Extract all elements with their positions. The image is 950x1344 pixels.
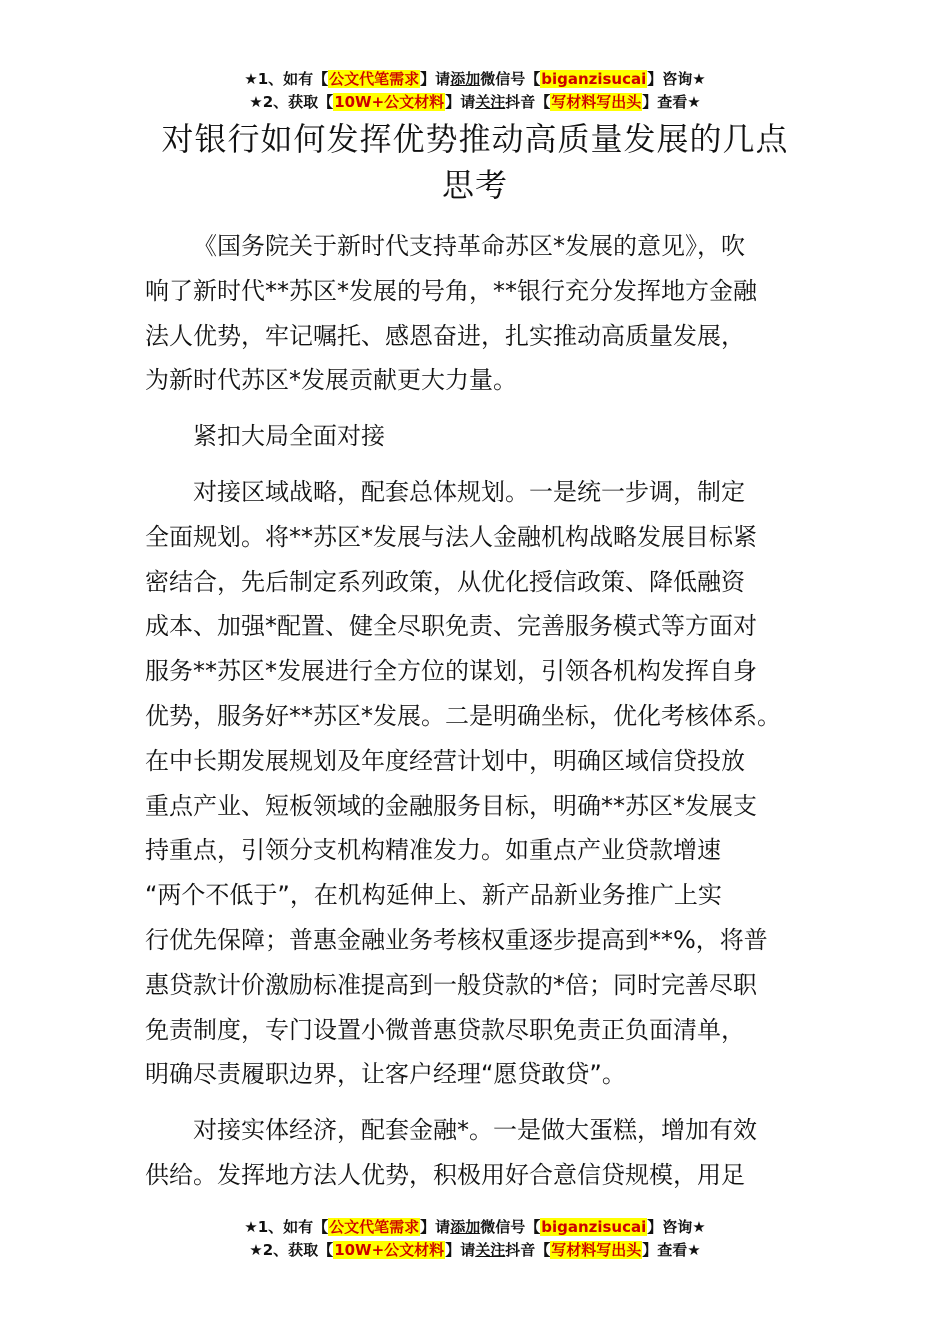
promo-highlight: 公文代笔需求 [329,70,420,88]
promo-text: ★2、获取【 [249,93,334,111]
text-line: 惠贷款计价激励标准提高到一般贷款的*倍；同时完善尽职 [145,970,757,999]
text-line: 响了新时代**苏区*发展的号角，**银行充分发挥地方金融 [145,276,757,305]
document-title [0,116,950,208]
text-line: 对接区域战略，配套总体规划。一是统一步调，制定 [193,477,745,506]
document-body [145,224,825,1198]
promo-line-2 [0,91,950,114]
promo-underlined: 添加 [450,70,481,88]
text-line: 在中长期发展规划及年度经营计划中，明确区域信贷投放 [145,746,745,775]
text-line: 为新时代苏区*发展贡献更大力量。 [145,366,517,395]
promo-text: 】请 [445,93,476,111]
promo-text: 】咨询★ [647,1218,706,1236]
text-line: 法人优势，牢记嘱托、感恩奋进，扎实推动高质量发展， [145,321,745,350]
section-heading: 紧扣大局全面对接 [193,422,385,451]
promo-highlight: 写材料写出头 [551,1241,642,1259]
text-line: 重点产业、短板领域的金融服务目标，明确**苏区*发展支 [145,791,757,820]
promo-text: 微信号【 [480,70,541,88]
promo-text: 抖音【 [505,93,551,111]
promo-text: 】请 [420,1218,451,1236]
promo-text: 】请 [445,1241,476,1259]
text-line: 优势，服务好**苏区*发展。二是明确坐标，优化考核体系。 [145,701,781,730]
promo-highlight: 写材料写出头 [551,93,642,111]
promo-text: 】请 [420,70,451,88]
text-line: 服务**苏区*发展进行全方位的谋划，引领各机构发挥自身 [145,657,757,686]
paragraph-strategy [145,470,825,1097]
promo-highlight: 10W+公文材料 [334,1241,445,1259]
promo-text: 】查看★ [642,93,701,111]
promo-text: 】咨询★ [647,70,706,88]
header-promo-banner [0,68,950,114]
promo-line-2 [0,1239,950,1262]
promo-underlined: 添加 [450,1218,481,1236]
promo-underlined: 关注 [475,1241,506,1259]
text-line: 成本、加强*配置、健全尽职免责、完善服务模式等方面对 [145,612,757,641]
text-line: 对接实体经济，配套金融*。一是做大蛋糕，增加有效 [193,1116,757,1145]
text-line: 持重点，引领分支机构精准发力。如重点产业贷款增速 [145,836,721,865]
paragraph-economy [145,1108,825,1198]
promo-text: ★1、如有【 [244,70,329,88]
promo-highlight: 10W+公文材料 [334,93,445,111]
text-line: 明确尽责履职边界，让客户经理“愿贷敢贷”。 [145,1060,626,1089]
promo-line-1 [0,1216,950,1239]
promo-text: 微信号【 [480,1218,541,1236]
promo-text: ★1、如有【 [244,1218,329,1236]
promo-text: 抖音【 [505,1241,551,1259]
title-line: 思考 [441,166,508,204]
promo-line-1 [0,68,950,91]
promo-text: 】查看★ [642,1241,701,1259]
text-line: 密结合，先后制定系列政策，从优化授信政策、降低融资 [145,567,745,596]
promo-underlined: 关注 [475,93,506,111]
promo-text: ★2、获取【 [249,1241,334,1259]
footer-promo-banner [0,1216,950,1262]
promo-highlight: biganzisucai [541,70,647,88]
promo-highlight: 公文代笔需求 [329,1218,420,1236]
title-line: 对银行如何发挥优势推动高质量发展的几点 [161,120,789,158]
text-line: 行优先保障；普惠金融业务考核权重逐步提高到**%，将普 [145,925,768,954]
text-line: “两个不低于”，在机构延伸上、新产品新业务推广上实 [145,881,722,910]
promo-highlight: biganzisucai [541,1218,647,1236]
text-line: 《国务院关于新时代支持革命苏区*发展的意见》，吹 [193,232,745,260]
paragraph-intro [145,224,825,403]
text-line: 免责制度，专门设置小微普惠贷款尽职免责正负面清单， [145,1015,745,1044]
text-line: 供给。发挥地方法人优势，积极用好合意信贷规模，用足 [145,1160,745,1189]
text-line: 全面规划。将**苏区*发展与法人金融机构战略发展目标紧 [145,522,757,551]
